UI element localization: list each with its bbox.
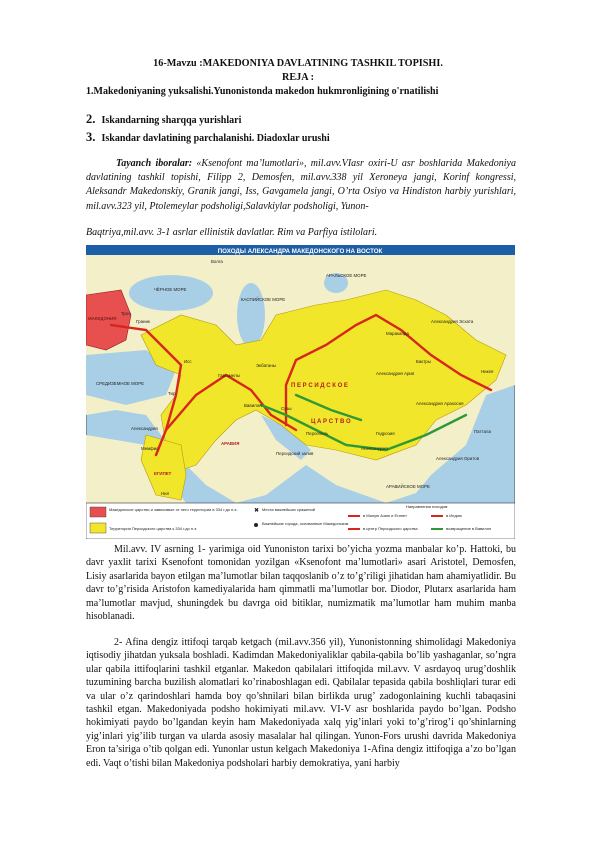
label-aleksandria-oritov: Александрия Оритов [436, 456, 480, 461]
legend-dir1: в Малую Азию и Египет [363, 513, 407, 518]
label-caspian-sea: КАСПИЙСКОЕ МОРЕ [241, 297, 286, 302]
keywords-lead: Tayanch iboralar: [116, 158, 193, 169]
plan-item-2-number: 2. [86, 112, 96, 126]
label-aleksandria-eskhata: Александрия Эсхата [431, 319, 474, 324]
label-black-sea: ЧЁРНОЕ МОРЕ [154, 287, 187, 292]
label-gavgamely: Гавгамелы [218, 373, 240, 378]
legend-city: Важнейшие города, основанные Македонским [262, 521, 349, 526]
keywords-text: «Ksenofont ma’lumotlari», mil.avv.VIasr oxiri-U asr boshlarida Makedoniya davlatining tashkil topishi, Filipp 2, Demosfen, mil.avv.338 yil Xeroneya jangi, Korinf kongressi, Aleksandr Makedonskiy, Granik jangi, Iss, Gavgamela jangi, O’rta Osiyo va Hindiston harbiy yurishlari, mil.avv.323 yil, Ptolemeylar podsholigi,Salavkiylar podsholigi, Yunon- [86, 158, 516, 212]
campaign-map-svg [86, 245, 515, 539]
campaign-map [86, 245, 515, 539]
label-troya: Троя [121, 311, 131, 316]
legend-battle: Места важнейших сражений [262, 507, 315, 512]
legend-persia: Территория Персидского царства к 334 г.до н.э. [109, 526, 198, 531]
label-pattala: Паттала [474, 429, 491, 434]
map-black-sea [129, 275, 213, 311]
legend-battle-icon: ✖ [254, 508, 260, 514]
label-egypt: ЕГИПЕТ [154, 471, 172, 476]
paragraph-2-text: 2- Afina dengiz ittifoqi tarqab ketgach (mil.avv.356 yil), Yunonistonning shimolidagi Makedoniya iqtisodiy jihatdan yuksala boshladi. Kadimdan Makedoniyaliklar qabila-qabila bo’lib yashaganlar, so’ngra ular qabila ittifoqlarini tashkil etganlar. Makedon qabilalari ittifoqida mil.avv. V asrdayoq urug’doshlik tuzumining barcha buzilish alomatlari ko’rinaboshlagan edi. Qabilalar tepasida qabila boshliqlari turar edi va ular o’z qarindoshlari hamda boy qo’shnilari bilan birlikda urug’ zadogonlaining kuchli tabaqasini tashkil etgan. Makedoniyada podsho hokimiyati mil.avv. VI-V asr boshlarida paydo bo’lgan. Podsho hokimiyati paydo bo’lgandan keyin ham Makedoniyada xalq yig’inlari yoki to’g’rirog’i qo’shinlarning yig’inlari yig’ilib turgan va ularda asosiy masalalar hal qilingan. Yunon-Fors urushi davrida Makedoniya Eron ta’siriga o’tib qolgan edi. Yunonlar ustun kelgach Makedoniya 1-Afina dengiz ittifoqiga a’zo bo’lgan edi. Vaqt o’tishi bilan Makedoniya podsholari harbiy demokratiya, yani harbiy [86, 637, 516, 769]
label-iss: Исс [184, 359, 192, 364]
keywords-paragraph [86, 157, 516, 214]
label-persian-gulf: Персидский залив [276, 451, 314, 456]
label-persian: П Е Р С И Д С К О Е [291, 383, 348, 389]
legend-dir2: в центр Персидского царства [363, 526, 418, 531]
label-vavilon: Вавилон [244, 403, 262, 408]
label-aleksandria-arahosia: Александрия Арахосия [416, 401, 464, 406]
plan-item-3-number: 3. [86, 130, 96, 144]
legend-macedonia: Македонское царство и зависимые от него территории в 334 г.до н.э. [109, 507, 238, 512]
plan-item-2 [86, 112, 241, 127]
label-aleksandria-aria: Александрия Ария [376, 371, 415, 376]
map-caspian-sea [237, 283, 265, 347]
label-maracanda: Мараканда [386, 331, 409, 336]
label-mediterranean: СРЕДИЗЕМНОЕ МОРЕ [96, 381, 145, 386]
label-granik: Граник [136, 319, 150, 324]
label-tsarstvo: Ц А Р С Т В О [311, 419, 351, 425]
label-ekbatany: Экбатаны [256, 363, 276, 368]
label-volga: Волга [211, 259, 223, 264]
plan-item-3-text: Iskandar davlatining parchalanishi. Diadoxlar urushi [101, 133, 330, 144]
legend-heading: Направления походов: [406, 504, 449, 509]
legend-dir3: в Индию [446, 513, 462, 518]
paragraph-1 [86, 543, 516, 623]
legend-swatch-persia [90, 523, 106, 533]
label-susy: Сузы [281, 406, 292, 411]
label-memfis: Мемфис [141, 446, 159, 451]
label-nikeya: Никея [481, 369, 494, 374]
label-persepol: Персеполь [306, 431, 329, 436]
keywords-continuation: Baqtriya,mil.avv. 3-1 asrlar ellinistik davlatlar. Rim va Parfiya istilolari. [86, 227, 378, 238]
label-arabian-sea: АРАВИЙСКОЕ МОРЕ [386, 484, 430, 489]
paragraph-2 [86, 636, 516, 770]
plan-item-2-text: Iskandarning sharqqa yurishlari [101, 115, 242, 126]
label-macedonia: МАКЕДОНИЯ [88, 316, 117, 321]
label-gedrosia: Гедрозия [376, 431, 395, 436]
legend-city-icon [254, 523, 258, 527]
label-arabia: АРАВИЯ [221, 441, 240, 446]
paragraph-1-text: Mil.avv. IV asrning 1- yarimiga oid Yunoniston tarixi bo’yicha yozma manbalar ko’p. Hattoki, bu davr yaxlit tarixi Ksenofont tomonidan yozilgan «Ksenofont ma’lumotlari» asari Aristotel, Demosfen, Lisiy asarlarida bayon etilgan ma’lumotlar bilan taqqoslanib o’z to’g’riligi jihatidan ham ahamiyatlidir. Bu davr to’g’risida Aristofon kamediyalarida ham qimmatli ma’lumotlar bor. Diodor, Plutarx asarlarida ham ma’lumotlar mavjud, shuningdek bu davrga oid bitiklar, numizmatik ma’lumotlar ham muhim manba hisoblanadi. [86, 544, 516, 623]
label-aral-sea: АРАЛЬСКОЕ МОРЕ [326, 273, 367, 278]
label-tir: Тир [168, 391, 176, 396]
plan-item-1: 1.Makedoniyaning yuksalishi.Yunonistonda makedon hukmronligining o'rnatilishi [86, 86, 439, 97]
legend-swatch-macedonia [90, 507, 106, 517]
label-nil: Нил [161, 491, 170, 496]
label-baktra: Бактры [416, 359, 431, 364]
label-aleksandria-egypt: Александрия [131, 426, 158, 431]
topic-title: 16-Mavzu :MAKEDONIYA DAVLATINING TASHKIL TOPISHI. [153, 58, 443, 69]
plan-heading: REJA : [282, 72, 314, 83]
plan-item-3 [86, 130, 330, 145]
legend-dir4: возвращение в Вавилон [446, 526, 492, 531]
label-aleksandria-port: Александрия [361, 446, 388, 451]
map-title: ПОХОДЫ АЛЕКСАНДРА МАКЕДОНСКОГО НА ВОСТОК [217, 248, 383, 255]
